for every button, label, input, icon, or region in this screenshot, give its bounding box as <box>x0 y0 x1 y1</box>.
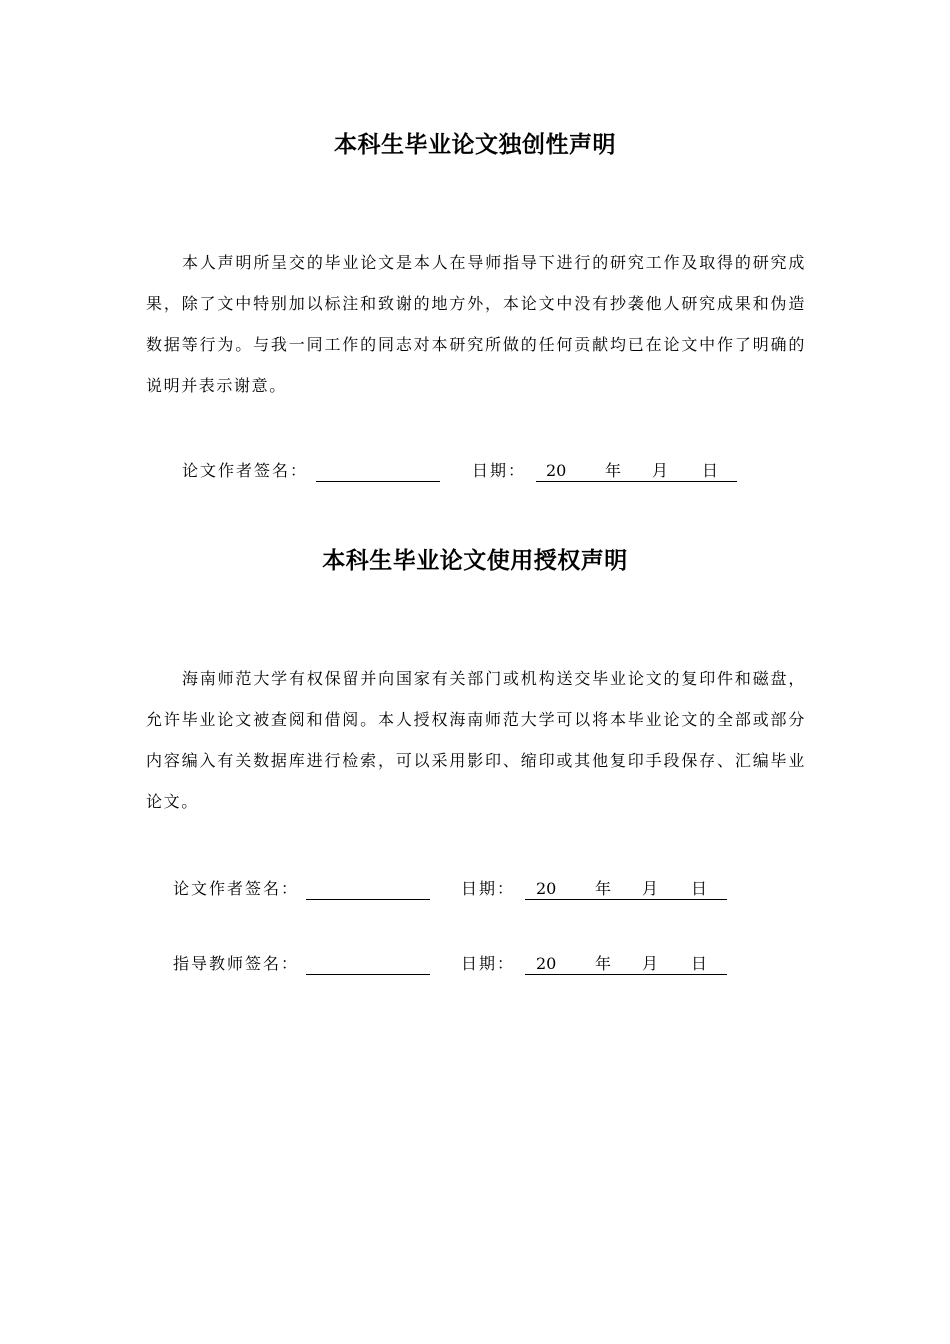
author-signature-label: 论文作者签名： <box>182 461 309 480</box>
date-day-unit: 日 <box>691 879 708 898</box>
date-day-unit: 日 <box>691 954 708 973</box>
authorization-advisor-signature-row <box>173 953 733 975</box>
date-month-unit: 月 <box>642 954 659 973</box>
author-signature-field[interactable] <box>306 878 430 900</box>
date-day-unit: 日 <box>702 461 719 480</box>
advisor-signature-label: 指导教师签名： <box>173 954 300 973</box>
author-signature-field[interactable] <box>316 460 440 482</box>
authorization-statement: 海南师范大学有权保留并向国家有关部门或机构送交毕业论文的复印件和磁盘，允许毕业论文被查阅和借阅。本人授权海南师范大学可以将本毕业论文的全部或部分内容编入有关数据库进行检索，可以采用影印、缩印或其他复印手段保存、汇编毕业论文。 <box>146 669 806 811</box>
date-field[interactable] <box>536 460 737 482</box>
date-year-unit: 年 <box>595 954 612 973</box>
author-signature-label: 论文作者签名： <box>173 879 300 898</box>
date-year-prefix: 20 <box>546 461 567 480</box>
date-field[interactable] <box>525 953 727 975</box>
date-year-unit: 年 <box>605 461 622 480</box>
originality-statement: 本人声明所呈交的毕业论文是本人在导师指导下进行的研究工作及取得的研究成果，除了文中特别加以标注和致谢的地方外，本论文中没有抄袭他人研究成果和伪造数据等行为。与我一同工作的同志对本研究所做的任何贡献均已在论文中作了明确的说明并表示谢意。 <box>146 253 806 395</box>
date-field[interactable] <box>525 878 727 900</box>
date-month-unit: 月 <box>642 879 659 898</box>
date-month-unit: 月 <box>652 461 669 480</box>
authorization-author-signature-row <box>173 878 733 900</box>
date-label: 日期： <box>472 461 527 480</box>
date-year-unit: 年 <box>595 879 612 898</box>
date-year-prefix: 20 <box>536 954 557 973</box>
originality-signature-row <box>182 460 742 482</box>
date-label: 日期： <box>461 879 516 898</box>
originality-title: 本科生毕业论文独创性声明 <box>334 132 616 158</box>
date-year-prefix: 20 <box>536 879 557 898</box>
date-label: 日期： <box>461 954 516 973</box>
advisor-signature-field[interactable] <box>306 953 430 975</box>
authorization-title: 本科生毕业论文使用授权声明 <box>322 548 628 574</box>
